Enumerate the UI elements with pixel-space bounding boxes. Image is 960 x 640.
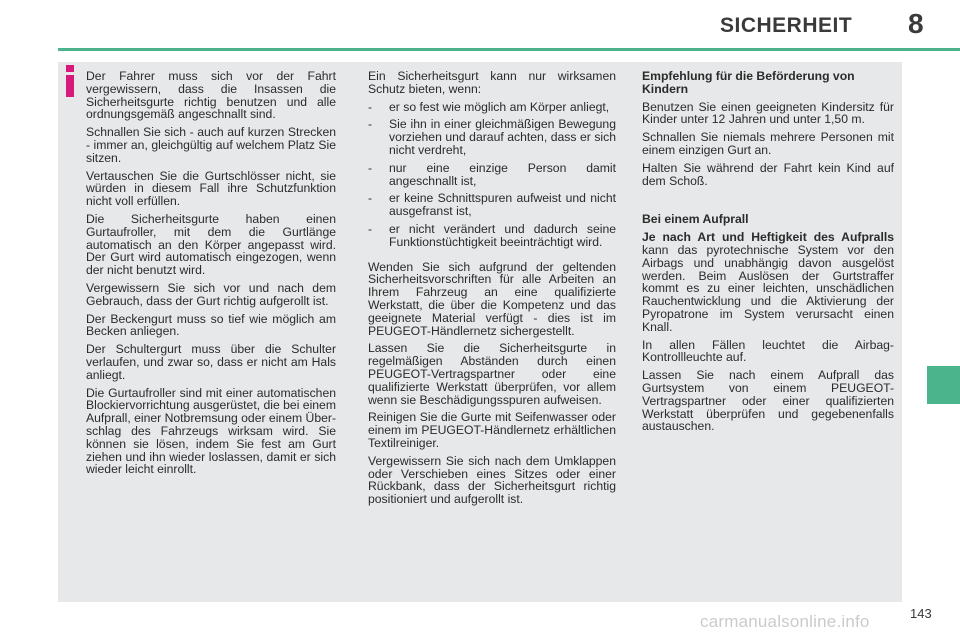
paragraph: Vergewissern Sie sich nach dem Umklappen oder Verschieben eines Sitzes oder einer Rückbank, dass der Sicherheitsgurt richtig positioniert und aufgerollt ist.	[368, 453, 616, 507]
paragraph: Die Gurtaufroller sind mit einer automatischen Blockiervorrichtung ausgerüstet, die bei einem Aufprall, einer Notbremsung oder einem Überschlag des Fahrzeugs wirksam wird. Sie können sie lösen, indem Sie fest am Gurt ziehen und ihn wieder loslassen, damit er sich wieder leicht einrollt.	[86, 385, 336, 477]
dash-bullet: -	[368, 99, 373, 114]
paragraph: Der Fahrer muss sich vor der Fahrt vergewissern, dass die Insassen die Sicherheitsgurte richtig benutzen und alle ordnungsgemäß angeschnallt sind.	[86, 69, 336, 122]
column-left	[86, 70, 336, 481]
paragraph: Lassen Sie die Sicherheitsgurte in regelmäßigen Abständen durch einen PEUGEOT-Vertragspartner oder eine qualifizierte Werkstatt überprüfen, vor allem wenn sie Beschädigungsspuren aufweisen.	[368, 341, 616, 407]
page-number: 143	[910, 606, 932, 621]
paragraph: Der Beckengurt muss so tief wie möglich am Becken anliegen.	[86, 311, 336, 339]
list-item	[368, 101, 616, 114]
section-heading-children: Empfehlung für die Beförderung von Kindern	[642, 69, 855, 96]
paragraph: Vergewissern Sie sich vor und nach dem Gebrauch, dass der Gurt richtig aufgerollt ist.	[86, 280, 336, 308]
list-item-text: nur eine einzige Person damit angeschnallt ist,	[389, 160, 616, 188]
paragraph: Vertauschen Sie die Gurtschlösser nicht, sie würden in diesem Fall ihre Schutzfunktion nicht voll erfüllen.	[86, 168, 336, 209]
paragraph: Benutzen Sie einen geeigneten Kindersitz für Kinder unter 12 Jahren und unter 1,50 m.	[642, 99, 894, 127]
list-item	[368, 192, 616, 218]
list-item-text: er nicht verändert und dadurch seine Funktionstüchtigkeit beeinträchtigt wird.	[389, 221, 616, 249]
paragraph: Schnallen Sie sich - auch auf kurzen Strecken - immer an, gleichgültig auf welchem Platz Sie sitzen.	[86, 125, 336, 165]
bold-lead: Je nach Art und Heftigkeit des Aufpralls	[642, 230, 894, 245]
section-heading-impact: Bei einem Aufprall	[642, 212, 749, 227]
paragraph: Wenden Sie sich aufgrund der geltenden Sicherheitsvorschriften für alle Arbeiten an Ihrem Fahrzeug an eine qualifizierte Werkstatt, die über die Kompetenz und das geeignete Material verfügt - dies ist im PEUGEOT-Händlernetz sichergestellt.	[368, 259, 616, 338]
header-divider	[58, 48, 960, 51]
paragraph: Die Sicherheitsgurte haben einen Gurtaufroller, mit dem die Gurtlänge automatisch an den Körper angepasst wird. Der Gurt wird automatisch eingezogen, wenn der nicht benutzt wird.	[86, 211, 336, 278]
dash-bullet: -	[368, 221, 373, 236]
dash-bullet: -	[368, 117, 373, 132]
list-intro: Ein Sicherheitsgurt kann nur wirksamen Schutz bieten, wenn:	[368, 69, 616, 96]
dash-bullet: -	[368, 191, 373, 206]
column-right	[642, 70, 894, 438]
spacer	[642, 192, 894, 213]
list-item-text: er keine Schnittspuren aufweist und nicht ausgefranst ist,	[389, 191, 616, 219]
chapter-side-tab	[927, 366, 960, 404]
list-item-text: Sie ihn in einer gleichmäßigen Bewegung vorziehen und darauf achten, dass er sich nicht verdreht,	[389, 117, 616, 157]
list-item	[368, 223, 616, 249]
paragraph: Halten Sie während der Fahrt kein Kind auf dem Schoß.	[642, 160, 894, 188]
list-item	[368, 118, 616, 156]
paragraph: Reinigen Sie die Gurte mit Seifenwasser oder einem im PEUGEOT-Händlernetz erhältlichen Textilreiniger.	[368, 410, 616, 450]
paragraph	[642, 231, 894, 333]
list-item	[368, 162, 616, 188]
paragraph: Der Schultergurt muss über die Schulter verlaufen, und zwar so, dass er nicht am Hals anliegt.	[86, 342, 336, 382]
info-icon	[61, 64, 79, 98]
dash-bullet: -	[368, 160, 373, 175]
paragraph-rest: kann das pyrotechnische System vor den Airbags und unabhängig davon ausgelöst werden. Beim Auslösen der Gurtstraffer kommt es zu einer leichten, unschädlichen Rauchentwicklung und die Aktivierung der Pyropatrone im System verursacht einen Knall.	[642, 242, 894, 334]
paragraph: Lassen Sie nach einem Aufprall das Gurtsystem von einem PEUGEOT-Vertragspartner oder einer qualifizierten Werkstatt überprüfen und gegebenenfalls austauschen.	[642, 368, 894, 434]
conditions-list	[368, 101, 616, 249]
list-item-text: er so fest wie möglich am Körper anliegt,	[389, 99, 610, 114]
watermark: carmanualsonline.info	[700, 612, 870, 631]
chapter-number: 8	[908, 8, 924, 39]
chapter-title: SICHERHEIT	[720, 14, 853, 37]
paragraph: Schnallen Sie niemals mehrere Personen mit einem einzigen Gurt an.	[642, 130, 894, 157]
paragraph: In allen Fällen leuchtet die Airbag-Kontrollleuchte auf.	[642, 337, 894, 365]
column-middle	[368, 70, 616, 511]
